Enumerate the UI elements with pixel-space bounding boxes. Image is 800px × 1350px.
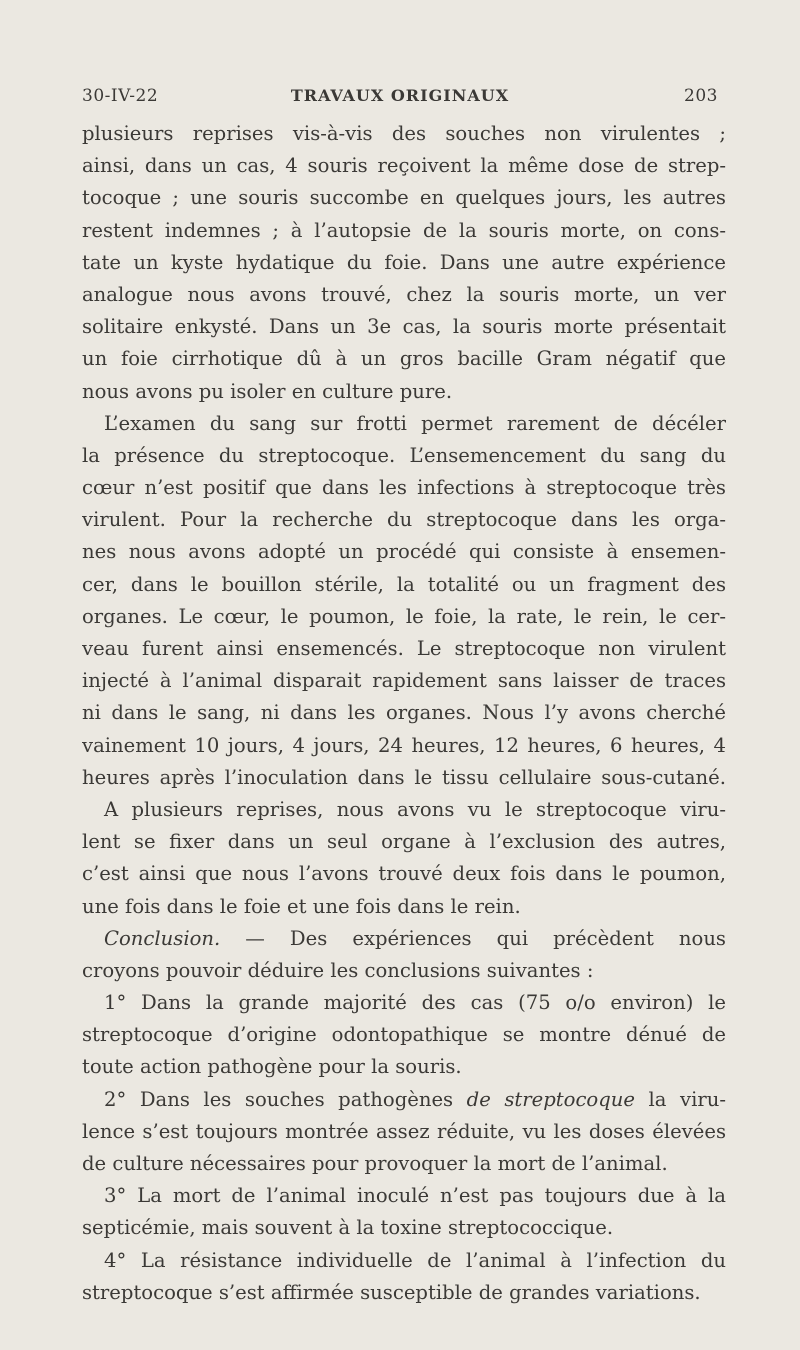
text-line: cœur n’est positif que dans les infections à streptocoque très [82,476,726,500]
line-lead: 2° Dans les souches pathogènes [104,1087,467,1111]
text-line: streptocoque s’est affirmée susceptible de grandes variations. [82,1280,701,1304]
conclusion-line [82,923,726,955]
text-line: de culture nécessaires pour provoquer la mort de l’animal. [82,1152,668,1175]
text-line: restent indemnes ; à l’autopsie de la souris morte, on cons- [82,218,726,242]
header-title: TRAVAUX ORIGINAUX [290,86,510,105]
text-line: nous avons pu isoler en culture pure. [82,379,453,403]
italic-phrase: de streptocoque [466,1087,635,1111]
text-line: 4° La résistance individuelle de l’animal à l’infection du [104,1248,726,1272]
text-line: vainement 10 jours, 4 jours, 24 heures, 12 heures, 6 heures, 4 [82,733,726,757]
text-line: organes. Le cœur, le poumon, le foie, la rate, le rein, le cer- [82,604,726,628]
text-line: tate un kyste hydatique du foie. Dans une autre expérience [82,250,726,274]
text-line: L’examen du sang sur frotti permet rarement de décéler [104,411,726,435]
text-line: une fois dans le foie et une fois dans le rein. [82,894,521,918]
text-line: toute action pathogène pour la souris. [82,1055,462,1079]
text-line: plusieurs reprises vis-à-vis des souches non virulentes ; [82,122,726,145]
text-line: lent se fixer dans un seul organe à l’exclusion des autres, [82,830,726,854]
page-body [82,118,726,1309]
running-header [82,86,718,116]
text-line: virulent. Pour la recherche du streptocoque dans les orga- [82,508,726,532]
text-line: nes nous avons adopté un procédé qui consiste à ensemen- [82,540,726,564]
text-line: un foie cirrhotique dû à un gros bacille Gram négatif que [82,347,726,371]
text-line: 1° Dans la grande majorité des cas (75 o/o environ) le [104,991,726,1015]
text-line: croyons pouvoir déduire les conclusions suivantes : [82,958,594,982]
text-line: c’est ainsi que nous l’avons trouvé deux fois dans le poumon, [82,862,726,886]
text-line: la présence du streptocoque. L’ensemencement du sang du [82,443,726,467]
text-line: cer, dans le bouillon stérile, la totalité ou un fragment des [82,572,726,596]
text-line: lence s’est toujours montrée assez réduite, vu les doses élevées [82,1119,726,1143]
text-line: A plusieurs reprises, nous avons vu le streptocoque viru- [104,797,726,821]
text-line: streptocoque d’origine odontopathique se montre dénué de [82,1023,726,1047]
text-line: septicémie, mais souvent à la toxine streptococcique. [82,1216,614,1240]
text-line: veau furent ainsi ensemencés. Le streptocoque non virulent [82,637,726,660]
text-line: ainsi, dans un cas, 4 souris reçoivent la même dose de strep- [82,154,726,178]
text-line: ni dans le sang, ni dans les organes. Nous l’y avons cherché [82,701,726,725]
header-date: 30-IV-22 [82,86,159,106]
text-line: 3° La mort de l’animal inoculé n’est pas toujours due à la [104,1184,726,1208]
text-line: heures après l’inoculation dans le tissu cellulaire sous-cutané. [82,765,726,789]
line-tail: la viru- [634,1087,726,1111]
text-line: tocoque ; une souris succombe en quelques jours, les autres [82,186,726,210]
conclusion-text: — Des expériences qui précèdent nous [220,926,726,950]
conclusion-heading: Conclusion. [104,926,221,950]
text-line: analogue nous avons trouvé, chez la souris morte, un ver [82,282,726,306]
text-line-mixed [82,1084,726,1116]
page-number: 203 [684,86,718,106]
text-line: injecté à l’animal disparait rapidement sans laisser de traces [82,669,726,693]
text-line: solitaire enkysté. Dans un 3e cas, la souris morte présentait [82,315,726,339]
